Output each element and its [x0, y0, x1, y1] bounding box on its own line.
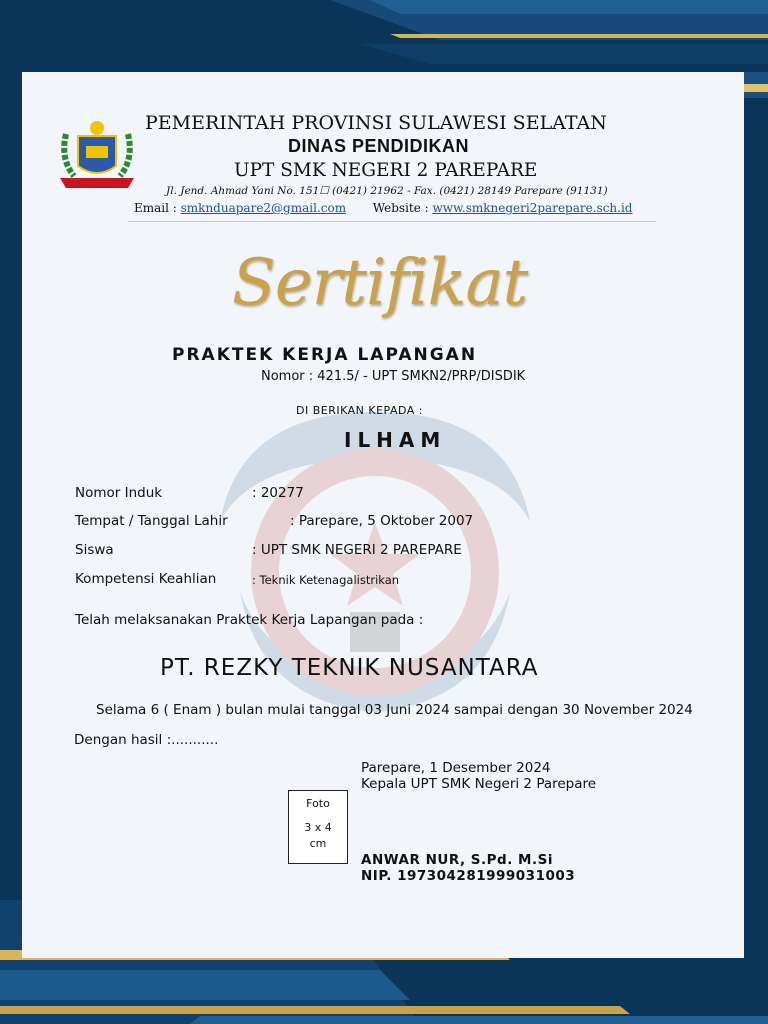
website-label: Website : — [372, 201, 433, 215]
letterhead-divider — [128, 221, 656, 222]
field-label-kompetensi: Kompetensi Keahlian — [75, 571, 217, 587]
province-seal-icon — [56, 114, 138, 196]
signatory-name: ANWAR NUR, S.Pd. M.Si — [361, 852, 553, 868]
signature-place-date: Parepare, 1 Desember 2024 — [361, 760, 551, 776]
given-to-label: DI BERIKAN KEPADA : — [296, 404, 423, 417]
school-address: Jl. Jend. Ahmad Yani No. 151☐ (0421) 21962 - Fax. (0421) 28149 Parepare (91131) — [166, 185, 608, 197]
signatory-nip: NIP. 197304281999031003 — [361, 868, 576, 884]
field-label-ttl: Tempat / Tanggal Lahir — [75, 513, 228, 529]
email-link[interactable]: smknduapare2@gmail.com — [180, 201, 347, 215]
recipient-name: ILHAM — [344, 428, 447, 452]
field-value-ttl: : Parepare, 5 Oktober 2007 — [290, 513, 474, 529]
duration-statement: Selama 6 ( Enam ) bulan mulai tanggal 03 Juni 2024 sampai dengan 30 November 2024 — [96, 702, 693, 718]
photo-label: Foto — [306, 797, 330, 810]
contact-line — [134, 201, 632, 215]
certificate-subtitle: PRAKTEK KERJA LAPANGAN — [172, 345, 478, 365]
email-label: Email : — [134, 201, 181, 215]
website-link[interactable]: www.smknegeri2parepare.sch.id — [432, 201, 633, 215]
photo-unit: cm — [309, 837, 327, 850]
photo-placeholder-box — [288, 790, 348, 864]
company-name: PT. REZKY TEKNIK NUSANTARA — [160, 655, 539, 681]
field-value-siswa: : UPT SMK NEGERI 2 PAREPARE — [252, 542, 462, 558]
photo-size: 3 x 4 — [304, 821, 332, 834]
certificate-number: Nomor : 421.5/ - UPT SMKN2/PRP/DISDIK — [261, 369, 526, 384]
executed-statement: Telah melaksanakan Praktek Kerja Lapangan pada : — [75, 612, 424, 628]
field-label-nomor-induk: Nomor Induk — [75, 485, 163, 501]
school-name: UPT SMK NEGERI 2 PAREPARE — [234, 160, 538, 181]
result-line: Dengan hasil :........... — [74, 732, 219, 748]
field-label-siswa: Siswa — [75, 542, 114, 558]
signature-position: Kepala UPT SMK Negeri 2 Parepare — [361, 776, 597, 792]
government-name: PEMERINTAH PROVINSI SULAWESI SELATAN — [145, 112, 607, 134]
certificate-title: Sertifikat — [232, 246, 528, 320]
certificate-paper — [22, 72, 744, 958]
department-name: DINAS PENDIDIKAN — [288, 136, 470, 156]
field-value-nomor-induk: : 20277 — [252, 485, 304, 501]
field-value-kompetensi: : Teknik Ketenagalistrikan — [252, 573, 400, 587]
